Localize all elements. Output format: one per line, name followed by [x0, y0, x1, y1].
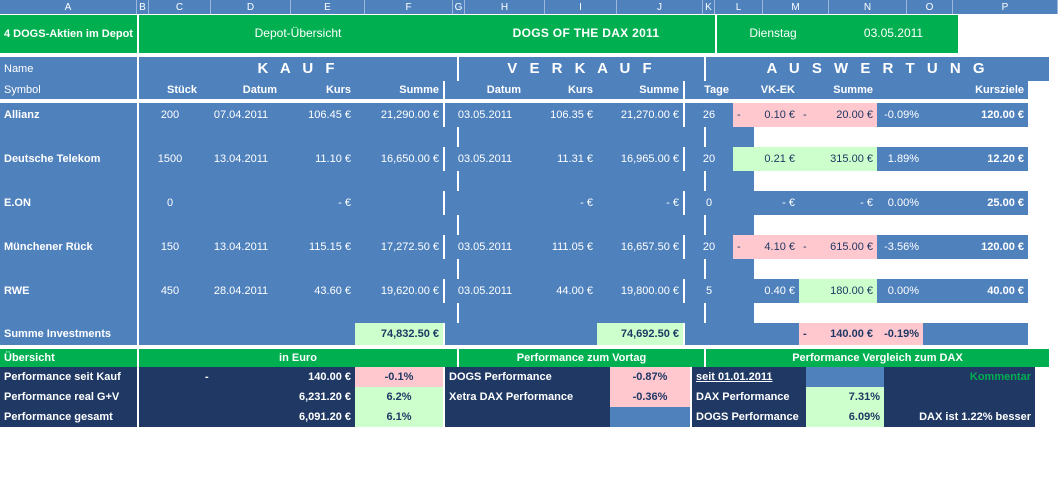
footer-left-pct: -0.1%: [355, 367, 443, 387]
spacer-verkauf: [459, 303, 704, 323]
row-kauf-kurs: - €: [281, 191, 355, 215]
table-row-spacer: [0, 259, 1058, 279]
weekday-label: Dienstag: [717, 15, 829, 53]
spacer-verkauf: [459, 215, 704, 235]
spacer-verkauf: [459, 127, 704, 147]
row-kauf-summe: 16,650.00 €: [355, 147, 443, 171]
footer-left-label: Performance seit Kauf: [0, 367, 137, 387]
row-name: Allianz: [0, 103, 137, 127]
row-summe-value: 615.00 €: [830, 240, 873, 253]
row-name: RWE: [0, 279, 137, 303]
kauf-summe-header: Summe: [355, 81, 443, 99]
row-verkauf-summe: - €: [597, 191, 683, 215]
spacer-tage: [706, 171, 754, 191]
row-stueck: 150: [139, 235, 201, 259]
verkauf-datum-header: Datum: [445, 81, 525, 99]
footer-left-pad: [139, 387, 201, 407]
row-kauf-summe: [355, 191, 443, 215]
row-vk-ek: [733, 191, 799, 215]
row-kursziel: 40.00 €: [923, 279, 1028, 303]
row-kursziel: 25.00 €: [923, 191, 1028, 215]
row-tage: 0: [685, 191, 733, 215]
tage-header: Tage: [685, 81, 733, 99]
row-stueck: 200: [139, 103, 201, 127]
row-verkauf-datum: [445, 191, 525, 215]
row-verkauf-datum: 03.05.2011: [445, 235, 525, 259]
row-kursziel: 120.00 €: [923, 235, 1028, 259]
footer-left-amount: 6,231.20 €: [299, 390, 351, 403]
perf-vortag-label: Performance zum Vortag: [459, 349, 704, 367]
totals-blank-d: [201, 323, 281, 345]
spacer-kauf: [139, 259, 457, 279]
footer-left-label: Performance gesamt: [0, 407, 137, 427]
column-header-a[interactable]: A: [0, 0, 137, 14]
row-kursziel: 12.20 €: [923, 147, 1028, 171]
row-vk-ek-value: 4.10 €: [764, 240, 795, 253]
footer-left-value: [201, 407, 355, 427]
row-kauf-kurs: 115.15 €: [281, 235, 355, 259]
row-summe: [799, 279, 877, 303]
footer-left-pct: 6.1%: [355, 407, 443, 427]
row-summe-sign: -: [803, 108, 807, 121]
totals-prozent: -0.19%: [877, 323, 923, 345]
footer-left-amount: 6,091.20 €: [299, 410, 351, 423]
row-vk-ek: [733, 235, 799, 259]
row-kauf-datum: 07.04.2011: [201, 103, 281, 127]
spacer-name: [0, 303, 137, 323]
footer-row: [0, 367, 1058, 387]
footer-left-pad: [139, 367, 201, 387]
verkauf-kurs-header: Kurs: [525, 81, 597, 99]
column-header-l[interactable]: L: [715, 0, 763, 14]
totals-label: Summe Investments: [0, 323, 137, 345]
footer-right-note: [884, 387, 1035, 407]
row-name: E.ON: [0, 191, 137, 215]
spacer-kauf: [139, 303, 457, 323]
footer-right-label: seit 01.01.2011: [692, 367, 806, 387]
row-vk-ek-value: 0.40 €: [764, 284, 795, 297]
totals-kauf-summe: 74,832.50 €: [355, 323, 443, 345]
spacer-auswertung: [754, 127, 1049, 147]
totals-blank-m: [733, 323, 799, 345]
footer-mid-label: DOGS Performance: [445, 367, 610, 387]
spacer-kauf: [139, 127, 457, 147]
row-verkauf-kurs: 44.00 €: [525, 279, 597, 303]
row-summe: [799, 147, 877, 171]
table-row-spacer: [0, 127, 1058, 147]
verkauf-summe-header: Summe: [597, 81, 683, 99]
row-vk-ek: [733, 279, 799, 303]
spacer-tage: [706, 127, 754, 147]
table-row[interactable]: [0, 191, 1058, 215]
footer-left-label: Performance real G+V: [0, 387, 137, 407]
spacer-auswertung: [754, 171, 1049, 191]
prozent-header: [877, 81, 923, 99]
totals-blank-l: [685, 323, 733, 345]
vk-ek-header: VK-EK: [733, 81, 799, 99]
row-kauf-kurs: 43.60 €: [281, 279, 355, 303]
depot-overview-label: Depot-Übersicht: [139, 15, 457, 53]
main-title: DOGS OF THE DAX 2011: [457, 15, 715, 53]
row-verkauf-datum: 03.05.2011: [445, 103, 525, 127]
row-verkauf-kurs: 11.31 €: [525, 147, 597, 171]
totals-blank-c: [139, 323, 201, 345]
auswertung-section-header: A U S W E R T U N G: [706, 57, 1049, 81]
footer-right-note: DAX ist 1.22% besser: [884, 407, 1035, 427]
spacer-kauf: [139, 215, 457, 235]
row-verkauf-datum: 03.05.2011: [445, 147, 525, 171]
table-row[interactable]: [0, 147, 1058, 171]
row-tage: 20: [685, 147, 733, 171]
row-verkauf-summe: 16,965.00 €: [597, 147, 683, 171]
row-prozent: 0.00%: [877, 191, 923, 215]
column-header-f[interactable]: F: [365, 0, 453, 14]
spacer-verkauf: [459, 259, 704, 279]
table-row[interactable]: [0, 103, 1058, 127]
footer-left-value: [201, 367, 355, 387]
row-vk-ek-value: 0.10 €: [764, 108, 795, 121]
row-prozent: -3.56%: [877, 235, 923, 259]
perf-dax-label: Performance Vergleich zum DAX: [706, 349, 1049, 367]
table-row-spacer: [0, 171, 1058, 191]
column-header-i[interactable]: I: [545, 0, 617, 14]
footer-header-row: [0, 349, 1058, 367]
column-header-c[interactable]: C: [149, 0, 211, 14]
column-header-e[interactable]: E: [291, 0, 365, 14]
footer-left-sign: -: [205, 370, 209, 383]
spacer-name: [0, 215, 137, 235]
row-summe: [799, 103, 877, 127]
totals-verkauf-summe: 74,692.50 €: [597, 323, 683, 345]
footer-right-pct: 6.09%: [806, 407, 884, 427]
row-stueck: 0: [139, 191, 201, 215]
footer-right-pct: [806, 367, 884, 387]
row-prozent: -0.09%: [877, 103, 923, 127]
totals-blank-i: [525, 323, 597, 345]
date-label: 03.05.2011: [829, 15, 958, 53]
row-kauf-datum: 28.04.2011: [201, 279, 281, 303]
kauf-datum-header: Datum: [201, 81, 281, 99]
row-verkauf-datum: 03.05.2011: [445, 279, 525, 303]
footer-row: [0, 407, 1058, 427]
row-prozent: 0.00%: [877, 279, 923, 303]
row-verkauf-kurs: - €: [525, 191, 597, 215]
row-vk-ek: [733, 103, 799, 127]
spacer-verkauf: [459, 171, 704, 191]
column-caption-row: [0, 81, 1058, 99]
row-kauf-summe: 21,290.00 €: [355, 103, 443, 127]
row-kauf-summe: 17,272.50 €: [355, 235, 443, 259]
row-kauf-kurs: 11.10 €: [281, 147, 355, 171]
row-stueck: 1500: [139, 147, 201, 171]
kauf-section-header: K A U F: [139, 57, 457, 81]
footer-right-label: DOGS Performance: [692, 407, 806, 427]
totals-blank-h: [445, 323, 525, 345]
footer-left-value: [201, 387, 355, 407]
row-name: Münchener Rück: [0, 235, 137, 259]
row-vk-ek-value: 0.21 €: [764, 152, 795, 165]
row-tage: 5: [685, 279, 733, 303]
table-row-spacer: [0, 303, 1058, 323]
column-header-b[interactable]: B: [137, 0, 149, 14]
row-verkauf-summe: 16,657.50 €: [597, 235, 683, 259]
totals-row: [0, 323, 1058, 345]
row-verkauf-kurs: 106.35 €: [525, 103, 597, 127]
footer-mid-pct: -0.36%: [610, 387, 690, 407]
row-vk-ek-sign: -: [737, 108, 741, 121]
title-band: [0, 15, 1058, 53]
spacer-name: [0, 127, 137, 147]
footer-left-pad: [139, 407, 201, 427]
column-header-n[interactable]: N: [829, 0, 907, 14]
row-kauf-kurs: 106.45 €: [281, 103, 355, 127]
column-header-row: [0, 0, 1058, 15]
totals-summe-sign: -: [803, 327, 807, 340]
footer-right-note: Kommentar: [884, 367, 1035, 387]
row-vk-ek: [733, 147, 799, 171]
footer-mid-label: [445, 407, 610, 427]
footer-right-label: DAX Performance: [692, 387, 806, 407]
row-summe-value: - €: [860, 196, 873, 209]
symbol-header: Symbol: [0, 81, 137, 99]
row-summe: [799, 235, 877, 259]
auswertung-summe-header: Summe: [799, 81, 877, 99]
in-euro-label: in Euro: [139, 349, 457, 367]
row-summe-value: 315.00 €: [830, 152, 873, 165]
data-rows: [0, 103, 1058, 323]
totals-summe: [799, 323, 877, 345]
row-verkauf-kurs: 111.05 €: [525, 235, 597, 259]
spacer-auswertung: [754, 259, 1049, 279]
column-header-o[interactable]: O: [907, 0, 953, 14]
row-summe-value: 20.00 €: [836, 108, 873, 121]
depot-count-label: 4 DOGS-Aktien im Depot: [0, 15, 137, 53]
row-summe-sign: -: [803, 240, 807, 253]
section-header-row: [0, 57, 1058, 81]
row-kauf-datum: 13.04.2011: [201, 147, 281, 171]
footer-left-amount: 140.00 €: [308, 370, 351, 383]
row-summe-value: 180.00 €: [830, 284, 873, 297]
kursziele-header: Kursziele: [923, 81, 1028, 99]
row-verkauf-summe: 21,270.00 €: [597, 103, 683, 127]
row-name: Deutsche Telekom: [0, 147, 137, 171]
verkauf-section-header: V E R K A U F: [459, 57, 704, 81]
column-header-p[interactable]: P: [953, 0, 1058, 14]
row-tage: 26: [685, 103, 733, 127]
spacer-kauf: [139, 171, 457, 191]
stueck-header: Stück: [139, 81, 201, 99]
spacer-auswertung: [754, 215, 1049, 235]
row-stueck: 450: [139, 279, 201, 303]
footer-mid-pct: -0.87%: [610, 367, 690, 387]
footer-mid-label: Xetra DAX Performance: [445, 387, 610, 407]
spacer-name: [0, 171, 137, 191]
spacer-tage: [706, 215, 754, 235]
row-kursziel: 120.00 €: [923, 103, 1028, 127]
footer-left-pct: 6.2%: [355, 387, 443, 407]
column-header-m[interactable]: M: [763, 0, 829, 14]
table-row-spacer: [0, 215, 1058, 235]
table-row[interactable]: [0, 235, 1058, 259]
row-vk-ek-sign: -: [737, 240, 741, 253]
footer-rows: [0, 367, 1058, 427]
spacer-tage: [706, 303, 754, 323]
footer-row: [0, 387, 1058, 407]
spacer-name: [0, 259, 137, 279]
table-row[interactable]: [0, 279, 1058, 303]
column-header-d[interactable]: D: [211, 0, 291, 14]
row-kauf-datum: [201, 191, 281, 215]
row-kauf-datum: 13.04.2011: [201, 235, 281, 259]
footer-mid-pct: [610, 407, 690, 427]
row-kauf-summe: 19,620.00 €: [355, 279, 443, 303]
row-summe: [799, 191, 877, 215]
row-vk-ek-value: - €: [782, 196, 795, 209]
name-header: Name: [0, 57, 137, 81]
footer-right-pct: 7.31%: [806, 387, 884, 407]
spacer-auswertung: [754, 303, 1049, 323]
row-verkauf-summe: 19,800.00 €: [597, 279, 683, 303]
kauf-kurs-header: Kurs: [281, 81, 355, 99]
totals-blank-e: [281, 323, 355, 345]
column-header-g[interactable]: G: [453, 0, 465, 14]
row-prozent: 1.89%: [877, 147, 923, 171]
totals-summe-value: 140.00 €: [830, 327, 873, 340]
uebersicht-label: Übersicht: [0, 349, 137, 367]
totals-blank-p: [923, 323, 1028, 345]
column-header-k[interactable]: K: [703, 0, 715, 14]
spacer-tage: [706, 259, 754, 279]
column-header-j[interactable]: J: [617, 0, 703, 14]
row-tage: 20: [685, 235, 733, 259]
column-header-h[interactable]: H: [465, 0, 545, 14]
